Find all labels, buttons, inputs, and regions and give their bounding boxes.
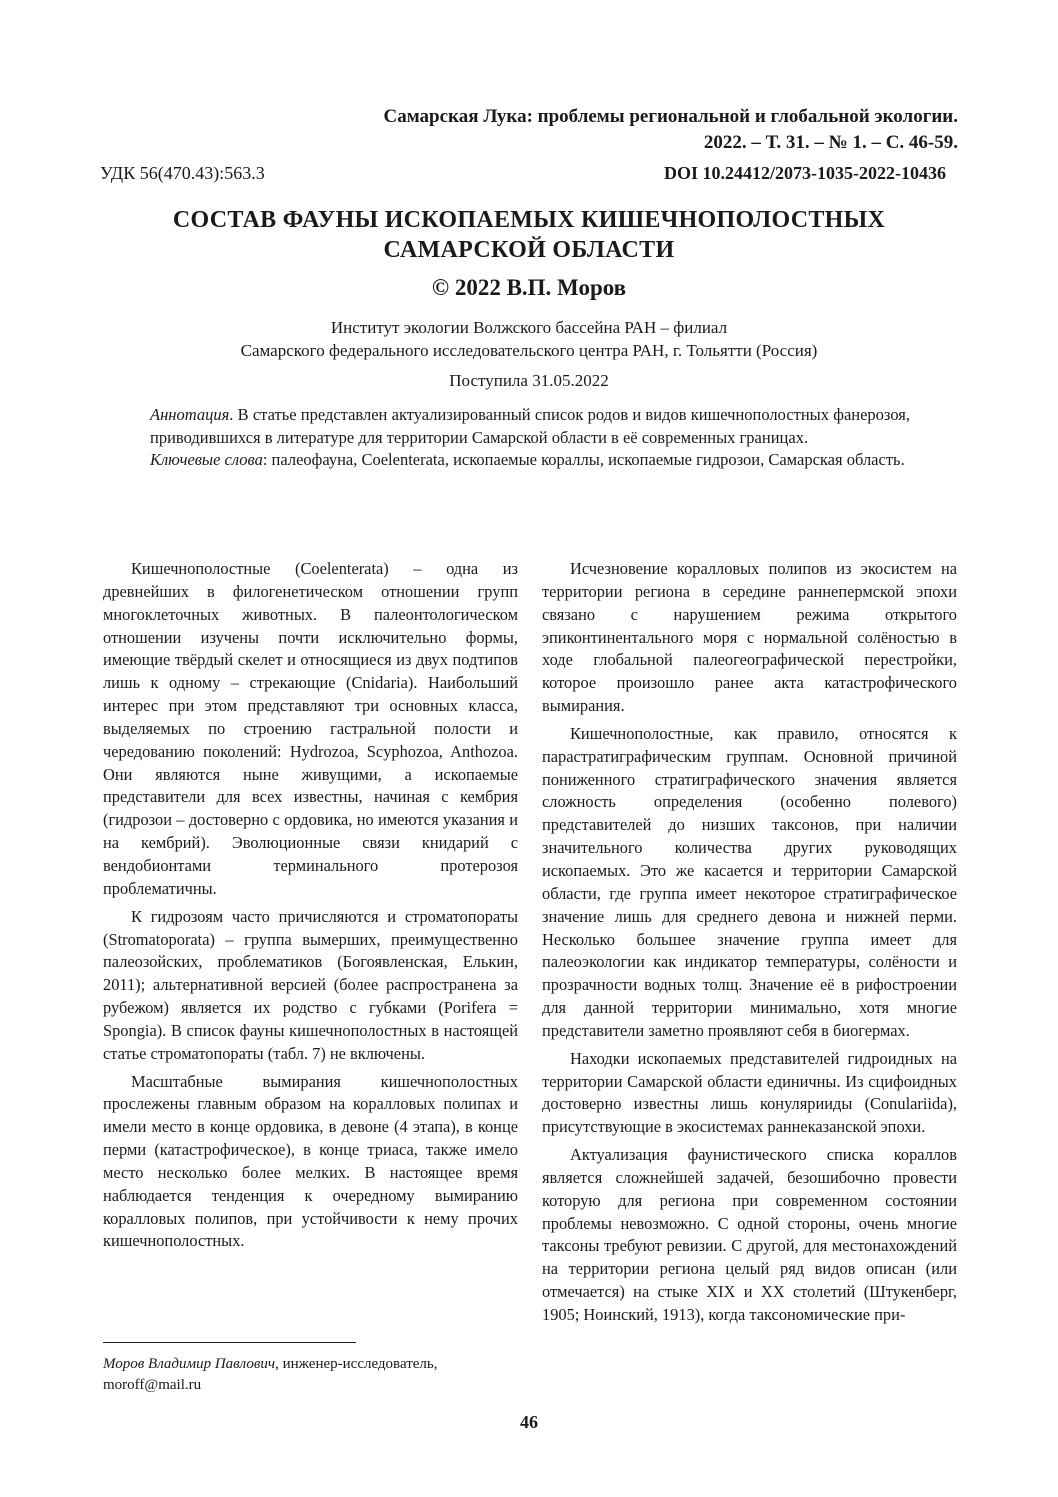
footnote-author-name: Моров Владимир Павлович [103,1356,276,1372]
footnote-line [103,1354,518,1375]
body-paragraph: Находки ископаемых представителей гидроидных на территории Самарской области единичны. Из сцифоидных достоверно известны лишь конулярииды (Conulariida), присутствующие в экосистемах раннеказанской эпохи. [542,1048,957,1137]
abstract-label: Аннотация [150,405,230,424]
body-paragraph: Исчезновение коралловых полипов из экосистем на территории региона в середине раннепермской эпохи связано с нарушением режима открытого эпиконтинентального моря с нормальной солёностью в ходе глобальной палеогеографической перестройки, которое произошло ранее акта катастрофического вымирания. [542,559,957,716]
keywords-text: : палеофауна, Coelenterata, ископаемые кораллы, ископаемые гидрозои, Самарская область. [262,450,905,469]
body-column-right [542,558,957,1332]
journal-name: Самарская Лука: проблемы региональной и глобальной экологии. [383,106,958,127]
body-column-left [103,558,518,1258]
affiliation [100,316,958,362]
body-paragraph: Кишечнополостные, как правило, относятся к парастратиграфическим группам. Основной причиной пониженного стратиграфического значения является сложность определения (особенно полевого) представителей до низших таксонов, при наличии значительного количества других руководящих ископаемых. Это же касается и территории Самарской области, где группа имеет некоторое стратиграфическое значение лишь для среднего девона и нижней перми. Несколько большее значение группа имеет для палеоэкологии как индикатор температуры, солёности и прозрачности водных толщ. Значение её в рифостроении для данной территории минимально, хотя многие представители заметно проявляют себя в биогермах. [542,723,957,1040]
abstract [150,404,910,449]
article-title [100,205,958,265]
footnote-divider [103,1342,356,1343]
body-paragraph: Актуализация фаунистического списка кораллов является сложнейшей задачей, безошибочно провести которую для региона при современном состоянии проблемы невозможно. С одной стороны, очень многие таксоны требуют ревизии. С другой, для местонахождений на территории региона целый ряд видов описан (или отмечается) на стыке XIX и XX столетий (Штукенберг, 1905; Ноинский, 1913), когда таксономические при- [542,1145,957,1324]
abstract-block [150,404,910,472]
footnote-author-role: , инженер-исследователь, [275,1356,438,1372]
affiliation-line: Институт экологии Волжского бассейна РАН – филиал [330,318,728,337]
author-line: © 2022 В.П. Моров [431,275,627,300]
affiliation-line: Самарского федерального исследовательского центра РАН, г. Тольятти (Россия) [240,341,818,360]
journal-header [384,104,958,156]
body-paragraph: Кишечнополостные (Coelenterata) – одна из древнейших в филогенетическом отношении групп многоклеточных животных. В палеонтологическом отношении изучены почти исключительно формы, имеющие твёрдый скелет и относящиеся из двух подтипов лишь к одному – стрекающие (Cnidaria). Наибольший интерес при этом представляют три основных класса, выделяемых по строению гастральной полости и чередованию поколений: Hydrozoa, Scyphozoa, Anthozoa. Они являются ныне живущими, а ископаемые представители для всех известны, начиная с кембрия (гидрозои – достоверно с ордовика, но имеются указания и на кембрий). Эволюционные связи книдарий с вендобионтами терминального протерозоя проблематичны. [103,559,518,898]
footnote-email[interactable]: moroff@mail.ru [103,1377,202,1393]
title-line: СОСТАВ ФАУНЫ ИСКОПАЕМЫХ КИШЕЧНОПОЛОСТНЫХ [172,207,886,233]
keywords-label: Ключевые слова [150,450,263,469]
abstract-text: . В статье представлен актуализированный список родов и видов кишечнополостных фанерозоя, приводившихся в литературе для территории Самарской области в её современных границах. [150,405,910,447]
keywords [150,449,910,472]
body-paragraph: Масштабные вымирания кишечнополостных прослежены главным образом на коралловых полипах и имели место в конце ордовика, в девоне (4 этапа), в конце перми (катастрофическое), в конце триаса, также имело место несколько более мелких. В настоящее время наблюдается тенденция к очередному вымиранию коралловых полипов, при устойчивости к нему прочих кишечнополостных. [103,1071,518,1251]
author-footnote [103,1354,518,1396]
udc-code: УДК 56(470.43):563.3 [100,163,265,183]
received-date: Поступила 31.05.2022 [449,371,609,390]
doi-link[interactable]: DOI 10.24412/2073-1035-2022-10436 [664,163,946,183]
body-paragraph: К гидрозоям часто причисляются и строматопораты (Stromatoporata) – группа вымерших, преимущественно палеозойских, проблематиков (Богоявленская, Елькин, 2011); альтернативной версией (более распространена за рубежом) является их родство с губками (Porifera = Spongia). В список фауны кишечнополостных в настоящей статье строматопораты (табл. 7) не включены. [103,906,518,1063]
page-number: 46 [520,1412,538,1432]
title-line: САМАРСКОЙ ОБЛАСТИ [383,237,675,263]
journal-issue: 2022. – Т. 31. – № 1. – С. 46-59. [703,132,958,153]
